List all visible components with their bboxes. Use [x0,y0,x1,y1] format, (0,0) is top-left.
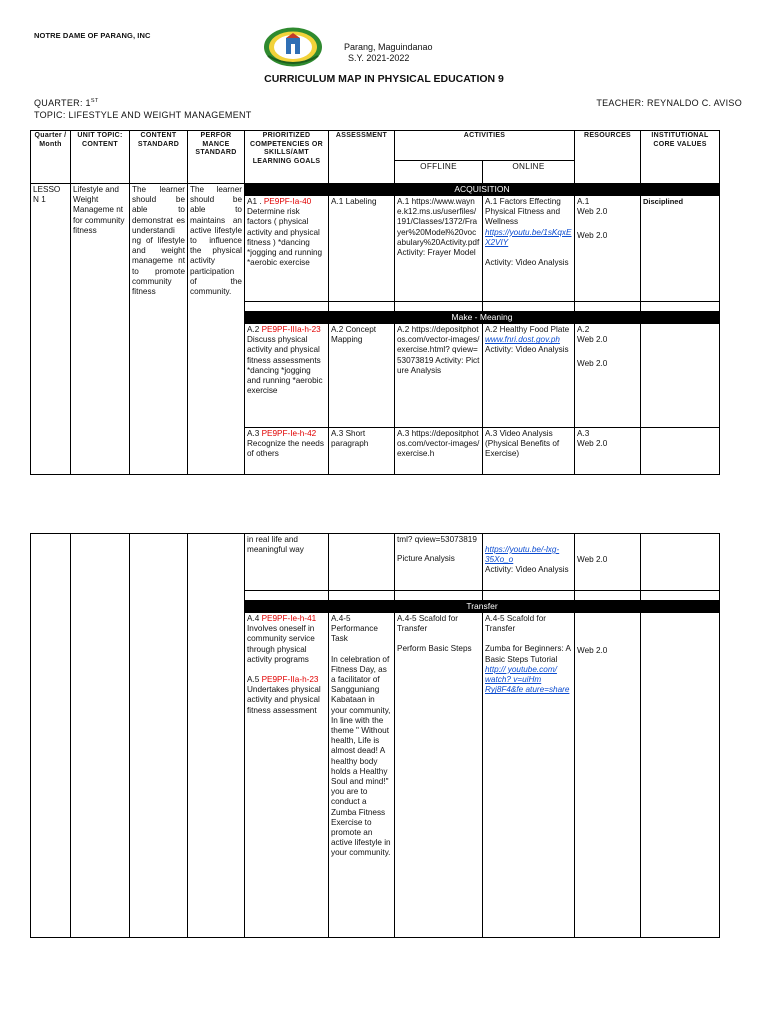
offline-scaffold-title: A.4-5 Scafold for Transfer [397,614,458,634]
p2-lesson-cell [31,534,71,938]
continued-core-value-cell [641,534,720,591]
a5-text: Undertakes physical activity and physical fitness assessment [247,685,321,715]
acquisition-bar-row [31,184,720,196]
a4-a5-competency-cell [245,613,329,938]
p2-unit-cell [71,534,130,938]
curriculum-table-page-1 [30,130,720,475]
a2-assessment-cell: A.2 Concept Mapping [329,324,395,428]
zumba-video-link[interactable]: http:// youtube.com/ watch? v=uiHm Ryj8F4&fe ature=share [485,664,570,695]
col-unit-topic-header: UNIT TOPIC: CONTENT [71,131,130,184]
content-standard-cell: The learner should be able to demonstrat es understandi ng of lifestyle and weight manageme nt to promote community fitness [130,184,188,475]
a2-competency-cell [245,324,329,428]
col-competencies-header: PRIORITIZED COMPETENCIES OR SKILLS/AMT LEARNING GOALS [245,131,329,184]
continued-online-link[interactable]: https://youtu.be/-lxg-35Xo_o [485,545,560,565]
performance-task-text: In celebration of Fitness Day, as a facilitator of Sangguniang Kabataan in your community, In line with the theme " Without health, Life is almost dead! A healthy body holds a Healthy Soul and mind!" you are to conduct a Zumba Fitness Exercise to promote an active lifestyle in your community. [331,654,391,858]
continued-online-activity: Activity: Video Analysis [485,565,569,575]
col-resources-header: RESOURCES [575,131,641,184]
continued-competency-cell: in real life and meaningful way [245,534,329,591]
curriculum-table-page-2 [30,533,720,938]
quarter-superscript: ST [90,98,99,104]
continued-resources-cell [575,534,641,591]
teacher-label: TEACHER: REYNALDO C. AVISO [596,98,742,108]
a1-res1: A.1 [577,197,590,206]
continued-offline-cell [395,534,483,591]
school-seal-logo [262,26,324,68]
a5-code: PE9PF-IIa-h-23 [261,675,319,685]
a4-a5-core-value-cell [641,613,720,938]
a4-prefix: A.4 [247,614,262,623]
a2-core-value-cell [641,324,720,428]
col-online-header: ONLINE [483,161,575,184]
a1-offline-cell: A.1 https://www.wayne.k12.ms.us/userfiles/191/Classes/1372/Frayer%20Model%20vocabulary%20Activity.pdf Activity: Frayer Model [395,196,483,302]
a3-assessment-cell: A.3 Short paragraph [329,428,395,475]
a2-online-cell [483,324,575,428]
continued-res: Web 2.0 [577,555,608,564]
a2-code: PE9PF-IIIa-h-23 [261,325,321,334]
a4-a5-resources-cell [575,613,641,938]
offline-scaffold-text: Perform Basic Steps [397,644,472,654]
a3-competency-cell [245,428,329,475]
a2-res3: Web 2.0 [577,359,608,369]
transfer-section-bar: Transfer [245,601,720,613]
a2-prefix: A.2 [247,325,262,334]
a4-text: Involves oneself in community service through physical activity programs [247,624,315,664]
topic-label: TOPIC: LIFESTYLE AND WEIGHT MANAGEMENT [34,110,252,120]
continued-offline-text: tml? qview=53073819 [397,535,477,544]
a2-online-title: A.2 Healthy Food Plate [485,325,570,334]
online-scaffold-text: Zumba for Beginners: A Basic Steps Tutorial [485,644,571,664]
col-offline-header: OFFLINE [395,161,483,184]
a1-online-title: A.1 Factors Effecting Physical Fitness and Wellness [485,197,561,227]
a1-resources-cell [575,196,641,302]
a3-code: PE9PF-Ie-h-42 [261,429,317,438]
a2-resources-cell [575,324,641,428]
col-performance-standard-header: PERFOR MANCE STANDARD [188,131,245,184]
acquisition-section-bar: ACQUISITION [245,184,720,196]
a1-res2: Web 2.0 [577,207,608,217]
a2-online-link[interactable]: www.fnri.dost.gov.ph [485,335,560,345]
a3-core-value-cell [641,428,720,475]
continuation-row [31,534,720,591]
a1-online-cell [483,196,575,302]
quarter-text: QUARTER: 1 [34,98,91,108]
a3-prefix: A.3 [247,429,262,438]
a1-prefix: A1 . [247,197,264,206]
school-location-block [344,42,433,64]
a4-a5-online-cell [483,613,575,938]
a3-res2: Web 2.0 [577,439,608,449]
make-meaning-section-bar: Make - Meaning [245,312,720,324]
a1-res3: Web 2.0 [577,231,608,241]
col-core-values-header: INSTITUTIONAL CORE VALUES [641,131,720,184]
p2-performance-cell [188,534,245,938]
col-content-standard-header: CONTENT STANDARD [130,131,188,184]
a1-online-activity: Activity: Video Analysis [485,258,569,268]
col-activities-header: ACTIVITIES [395,131,575,161]
a2-text: Discuss physical activity and physical fitness assessments *dancing *jogging and running *aerobic exercise [247,335,323,396]
a1-competency-cell [245,196,329,302]
a2-online-activity: Activity: Video Analysis [485,345,569,355]
a4-a5-offline-cell [395,613,483,938]
a4-competency [247,614,326,665]
a5-prefix: A.5 [247,675,262,685]
a3-res1: A.3 [577,429,590,438]
school-name: NOTRE DAME OF PARANG, INC [34,31,151,40]
col-assessment-header: ASSESSMENT [329,131,395,184]
a3-online-cell: A.3 Video Analysis (Physical Benefits of Exercise) [483,428,575,475]
a4-code: PE9PF-Ie-h-41 [261,614,317,623]
table-header-row [31,131,720,161]
a1-text: Determine risk factors ( physical activity and physical fitness ) *dancing *jogging and running *aerobic exercise [247,207,323,268]
a2-offline-cell: A.2 https://depositphotos.com/vector-images/exercise.html? qview=53073819 Activity: Picture Analysis [395,324,483,428]
unit-topic-cell: Lifestyle and Weight Manageme nt for community fitness [71,184,130,475]
a2-res2: Web 2.0 [577,335,608,345]
place-text: Parang, Maguindanao [344,42,433,52]
page-title: CURRICULUM MAP IN PHYSICAL EDUCATION 9 [264,73,504,85]
a1-assessment-cell: A.1 Labeling [329,196,395,302]
a5-competency [247,675,326,716]
a3-offline-cell: A.3 https://depositphotos.com/vector-images/exercise.h [395,428,483,475]
a2-res1: A.2 [577,325,590,334]
a4-a5-assessment-cell [329,613,395,938]
lesson-cell: LESSO N 1 [31,184,71,475]
continued-online-cell [483,534,575,591]
school-year-text: S.Y. 2021-2022 [348,53,410,63]
col-quarter-header: Quarter / Month [31,131,71,184]
online-scaffold-title: A.4-5 Scafold for Transfer [485,614,546,634]
continued-offline-activity: Picture Analysis [397,554,455,564]
core-value-cell: Disciplined [641,196,720,302]
quarter-label [34,98,99,108]
a4-a5-res: Web 2.0 [577,646,608,655]
a3-text: Recognize the needs of others [247,439,324,459]
performance-task-title: A.4-5 Performance Task [331,614,378,644]
a1-code: PE9PF-Ia-40 [263,197,312,206]
a3-resources-cell [575,428,641,475]
continued-assessment-cell [329,534,395,591]
performance-standard-cell: The learner should be able to maintains an active lifestyle to influence the physical activity participation of the community. [188,184,245,475]
a1-online-link[interactable]: https://youtu.be/1sKqxEX2VIY [485,227,572,247]
p2-content-cell [130,534,188,938]
